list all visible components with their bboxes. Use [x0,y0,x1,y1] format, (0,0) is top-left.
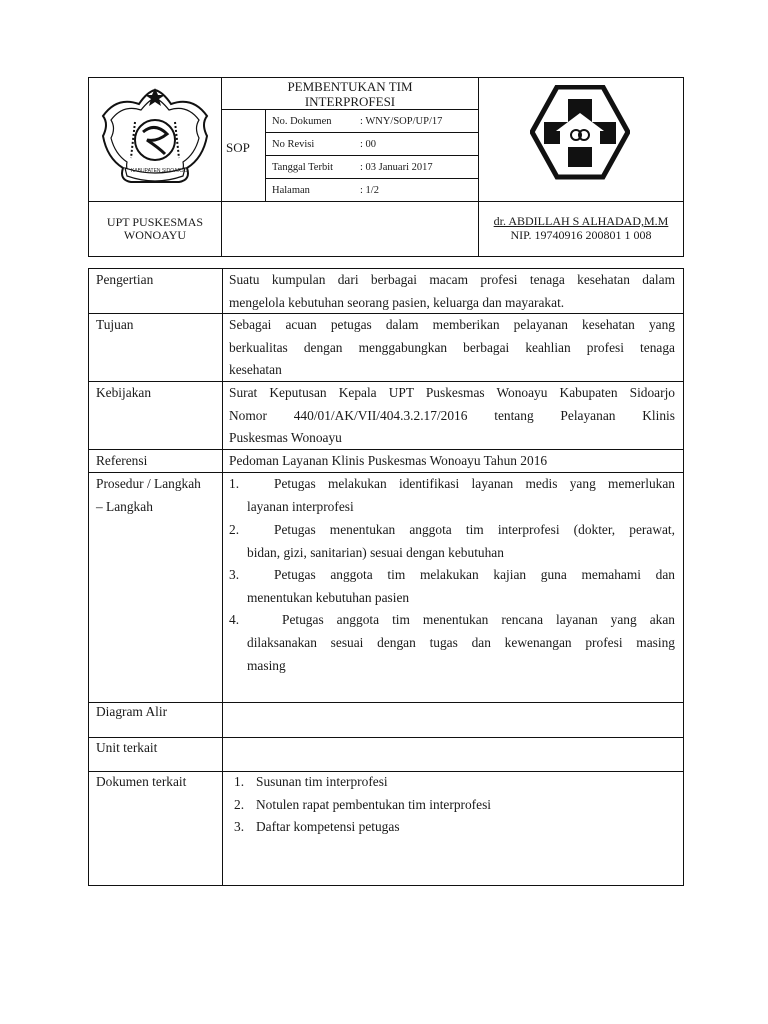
row-label-referensi: Referensi [96,453,148,468]
procedure-line: dilaksanakan sesuai dengan tugas dan kewenangan profesi masing [247,635,675,650]
pengertian-line2: mengelola kebutuhan seorang pasien, keluarga dan mayarakat. [229,295,565,310]
tujuan-line2: berkualitas dengan menggabungkan berbagai keahlian profesi tenaga [229,340,675,355]
pengertian-line1: Suatu kumpulan dari berbagai macam profesi tenaga kesehatan dalam [229,272,675,287]
field-value-no-revisi: : 00 [360,139,377,150]
procedure-number: 3. [229,567,240,582]
signer-name: dr. ABDILLAH S ALHADAD,M.M [493,214,669,228]
document-number: 2. [234,797,245,812]
procedure-line: Petugas menentukan anggota tim interprofesi (dokter, perawat, [274,522,675,537]
field-label-no-dokumen: No. Dokumen [272,116,332,127]
sop-label: SOP [226,140,250,155]
document-title-line2: INTERPROFESI [304,94,396,109]
procedure-line: menentukan kebutuhan pasien [247,590,410,605]
procedure-line: Petugas melakukan identifikasi layanan medis yang memerlukan [274,476,675,491]
kebijakan-line3: Puskesmas Wonoayu [229,430,342,445]
document-text: Notulen rapat pembentukan tim interprofesi [256,797,492,812]
field-value-tanggal-terbit: : 03 Januari 2017 [360,162,433,173]
procedure-line: bidan, gizi, sanitarian) sesuai dengan kebutuhan [247,545,504,560]
kabupaten-sidoarjo-emblem-icon [95,82,215,194]
tujuan-line1: Sebagai acuan petugas dalam memberikan pelayanan kesehatan yang [229,317,675,332]
referensi-line1: Pedoman Layanan Klinis Puskesmas Wonoayu Tahun 2016 [229,453,548,468]
procedure-line: Petugas anggota tim melakukan kajian guna memahami dan [274,567,675,582]
procedure-number: 2. [229,522,240,537]
field-value-no-dokumen: : WNY/SOP/UP/17 [360,116,443,127]
row-label-prosedur-line1: Prosedur / Langkah [96,476,201,491]
kebijakan-line2: Nomor 440/01/AK/VII/404.3.2.17/2016 tentang Pelayanan Klinis [229,408,675,423]
field-label-tanggal-terbit: Tanggal Terbit [272,162,334,173]
procedure-line: masing [247,658,286,673]
row-label-tujuan: Tujuan [96,317,134,332]
row-label-prosedur-line2: – Langkah [96,499,153,514]
row-label-pengertian: Pengertian [96,272,154,287]
signer-nip: NIP. 19740916 200801 1 008 [510,228,652,242]
procedure-number: 1. [229,476,240,491]
field-value-halaman: : 1/2 [360,185,379,196]
org-name-line2: WONOAYU [123,228,187,242]
tujuan-line3: kesehatan [229,362,282,377]
procedure-number: 4. [229,612,240,627]
row-label-diagram-alir: Diagram Alir [96,704,168,719]
procedure-line: layanan interprofesi [247,499,354,514]
emblem-ribbon-text: KABUPATEN SIDOARJO [131,168,188,174]
procedure-line: Petugas anggota tim menentukan rencana layanan yang akan [282,612,675,627]
field-label-no-revisi: No Revisi [272,139,315,150]
row-label-dokumen-terkait: Dokumen terkait [96,774,187,789]
row-label-kebijakan: Kebijakan [96,385,152,400]
row-label-unit-terkait: Unit terkait [96,740,158,755]
document-number: 3. [234,819,245,834]
kebijakan-line1: Surat Keputusan Kepala UPT Puskesmas Wonoayu Kabupaten Sidoarjo [229,385,675,400]
field-label-halaman: Halaman [272,185,310,196]
document-number: 1. [234,774,245,789]
document-text: Daftar kompetensi petugas [256,819,400,834]
document-title-line1: PEMBENTUKAN TIM [287,79,413,94]
org-name-line1: UPT PUSKESMAS [106,215,204,229]
puskesmas-cross-house-logo-icon [530,85,630,180]
document-text: Susunan tim interprofesi [256,774,388,789]
